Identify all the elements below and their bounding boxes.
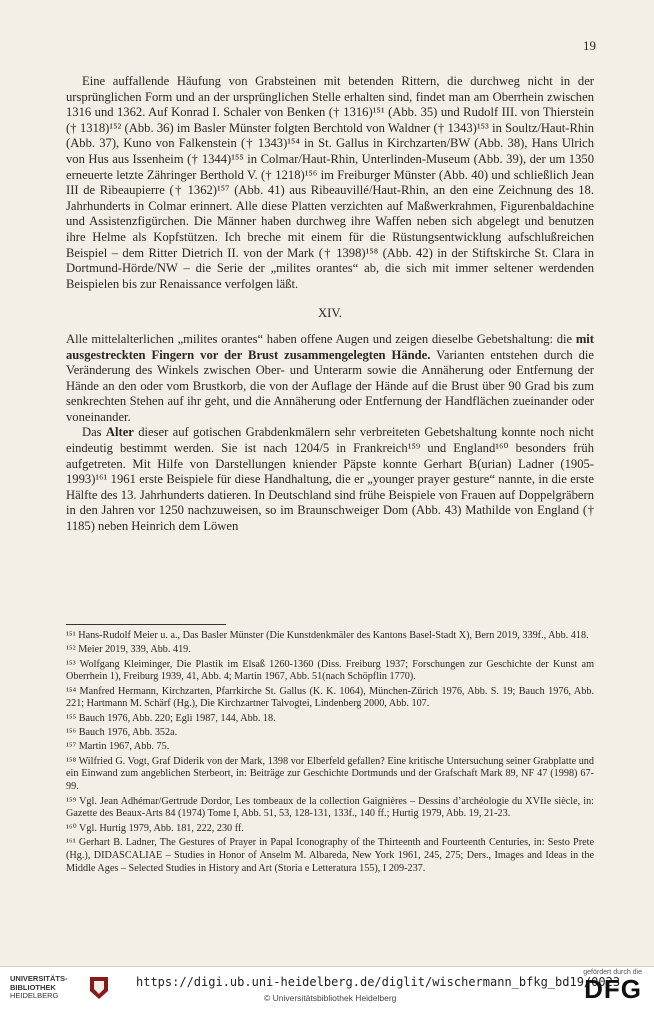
paragraph (66, 332, 594, 426)
paragraph-text: dieser auf gotischen Grabdenkmälern sehr verbreiteten Gebetshaltung konnte noch nicht eindeutig bestimmt werden. Sie ist nach 1204/5 in Frankreich¹⁵⁹ und England¹⁶⁰ besonders früh aufgetreten. Mit Hilfe von Darstellungen kniender Päpste konnte Gerhart B(urian) Ladner (1905-1993)¹⁶¹ 1961 erste Beispiele für diese Handhaltung, die er „younger prayer gesture“ nannte, in die erste Hälfte des 13. Jahrhunderts datieren. In Deutschland sind frühe Beispiele von Frauen auf Doppelgräbern in den Jahren vor 1250 nachzuweisen, so im Braunschweiger Dom (Abb. 43) Mathilde von England († 1185) neben Heinrich dem Löwen (66, 425, 595, 534)
footnote: ¹⁵⁸ Wilfried G. Vogt, Graf Diderik von der Mark, 1398 vor Elberfeld gefallen? Eine kritische Untersuchung seiner Grabplatte und ein Einwand zum angeblichen Sterbeort, in: Beiträge zur Geschichte Dortmunds und der Grafschaft Mark 89, NF 47 (1998) 67-99. (66, 755, 594, 793)
footnote: ¹⁵⁶ Bauch 1976, Abb. 352a. (66, 727, 178, 739)
funder-note: gefördert durch die (583, 969, 642, 976)
library-emblem-icon (88, 975, 110, 1001)
viewer-footer (0, 966, 654, 1011)
dfg-logo: DFG (584, 974, 642, 1004)
paragraph-text: Alle mittelalterlichen „milites orantes“ haben offene Augen und zeigen dieselbe Gebetshaltung: die (66, 331, 576, 346)
body-text (66, 74, 594, 535)
footnote: ¹⁵⁷ Martin 1967, Abb. 75. (66, 741, 170, 753)
permalink-url[interactable]: https://digi.ub.uni-heidelberg.de/diglit/wischermann_bfkg_bd19/0023 (136, 975, 621, 989)
footnote: ¹⁵¹ Hans-Rudolf Meier u. a., Das Basler Münster (Die Kunstdenkmäler des Kantons Basel-Stadt X), Bern 2019, 339f., Abb. 418. (66, 630, 589, 641)
funder-logo[interactable] (583, 969, 642, 1002)
library-name-line: HEIDELBERG (10, 991, 59, 1000)
footnote: ¹⁵⁵ Bauch 1976, Abb. 220; Egli 1987, 144, Abb. 18. (66, 712, 276, 724)
page-number: 19 (583, 38, 596, 53)
emphasis-text: mit ausgestreckten Fingern vor der Brust zusammengelegten Hände. (66, 331, 594, 362)
footnote: ¹⁵⁹ Vgl. Jean Adhémar/Gertrude Dordor, Les tombeaux de la collection Gaignières – Dessins d’archéologie du XVIIe siècle, in: Gazette des Beaux-Arts 84 (1974) Tome I, Abb. 51, 53, 128-131, 133f., 140 ff.; Hurtig 1979, Abb. 19, 21-23. (66, 795, 594, 820)
footnotes (66, 630, 594, 877)
library-name-line: UNIVERSITÄTS- (10, 974, 68, 983)
footnote: ¹⁵⁴ Manfred Hermann, Kirchzarten, Pfarrkirche St. Gallus (K. K. 1064), München-Zürich 1976, Abb. S. 19; Bauch 1976, Abb. 221; Hartmann M. Schärf (Hg.), Die Kirchzartner Talvogtei, Lindenberg 2000, Abb. 107. (66, 685, 594, 710)
paragraph-text: Das (82, 425, 106, 440)
footnote: ¹⁶⁰ Vgl. Hurtig 1979, Abb. 181, 222, 230 ff. (66, 822, 244, 834)
paragraph-text: Varianten entstehen durch die Veränderung des Winkels zwischen Ober- und Unterarm sowie die Annäherung oder Entfernung der Hände an den oder vom Brustkorb, die von der Auflage der Hände auf die Brust über 90 Grad bis zum senkrechten Stehen auf ihr geht, und die Annäherung oder Entfernung der Handflächen zueinander oder voneinander. (66, 347, 594, 424)
library-logo[interactable] (10, 975, 68, 1001)
emphasis-text: Alter (105, 425, 134, 440)
footnote: ¹⁵³ Wolfgang Kleiminger, Die Plastik im Elsaß 1260-1360 (Diss. Freiburg 1937; Forschungen zur Geschichte der Kunst am Oberrhein 1), Freiburg 1939, 41, Abb. 4; Martin 1967, Abb. 51(nach Schöpflin 1770). (66, 658, 594, 683)
paragraph (66, 425, 594, 534)
library-name-line: BIBLIOTHEK (10, 982, 56, 992)
footnote: ¹⁶¹ Gerhart B. Ladner, The Gestures of Prayer in Papal Iconography of the Thirteenth and Fourteenth Centuries, in: Sesto Prete (Hg.), DIDASCALIAE – Studies in Honor of Anselm M. Albareda, New York 1961, 245, 275; Ders., Images and Ideas in the Middle Ages – Selected Studies in History and Art (Storia e Letteratura 155), I 209-237. (66, 836, 594, 874)
section-heading: XIV. (318, 306, 342, 321)
paragraph: Eine auffallende Häufung von Grabsteinen mit betenden Rittern, die durchweg nicht in der ursprünglichen Form und an der ursprünglichen Stelle erhalten sind, findet man am Oberrhein zwischen 1316 und 1362. Auf Konrad I. Schaler von Benken († 1316)¹⁵¹ (Abb. 35) und Rudolf III. von Thierstein († 1318)¹⁵² (Abb. 36) im Basler Münster folgten Berchtold von Waldner († 1343)¹⁵³ in Soultz/Haut-Rhin (Abb. 37), Kuno von Falkenstein († 1343)¹⁵⁴ in St. Gallus in Kirchzarten/BW (Abb. 38), Hans Ulrich von Hus aus Issenheim († 1344)¹⁵⁵ in Colmar/Haut-Rhin, Unterlinden-Museum (Abb. 39), der um 1350 erneuerte letzte Zähringer Berthold V. († 1218)¹⁵⁶ im Freiburger Münster (Abb. 40) und schließlich Jean III de Ribeaupierre († 1362)¹⁵⁷ (Abb. 41) aus Ribeauvillé/Haut-Rhin, an den eine Zeichnung des 18. Jahrhunderts in Colmar erinnert. Alle diese Platten verzichten auf Maßwerkrahmen, Figurenbaldachine und Assistenzfigürchen. Die Männer haben durchweg ihre Waffen neben sich abgelegt und benutzen ihre Helme als Kopfstützen. Ich breche mit einem für die Rüstungsentwicklung aufschlußreichen Beispiel – dem Ritter Dietrich II. von der Mark († 1398)¹⁵⁸ (Abb. 42) in der Stiftskirche St. Clara in Dortmund-Hörde/NW – die Serie der „milites orantes“ ab, die sich mit immer seltener werdenden Beispielen bis zur Renaissance verfolgen läßt. (66, 74, 594, 291)
footnote-divider (66, 624, 226, 625)
footnote: ¹⁵² Meier 2019, 339, Abb. 419. (66, 644, 191, 656)
copyright-text: © Universitätsbibliothek Heidelberg (264, 993, 397, 1003)
